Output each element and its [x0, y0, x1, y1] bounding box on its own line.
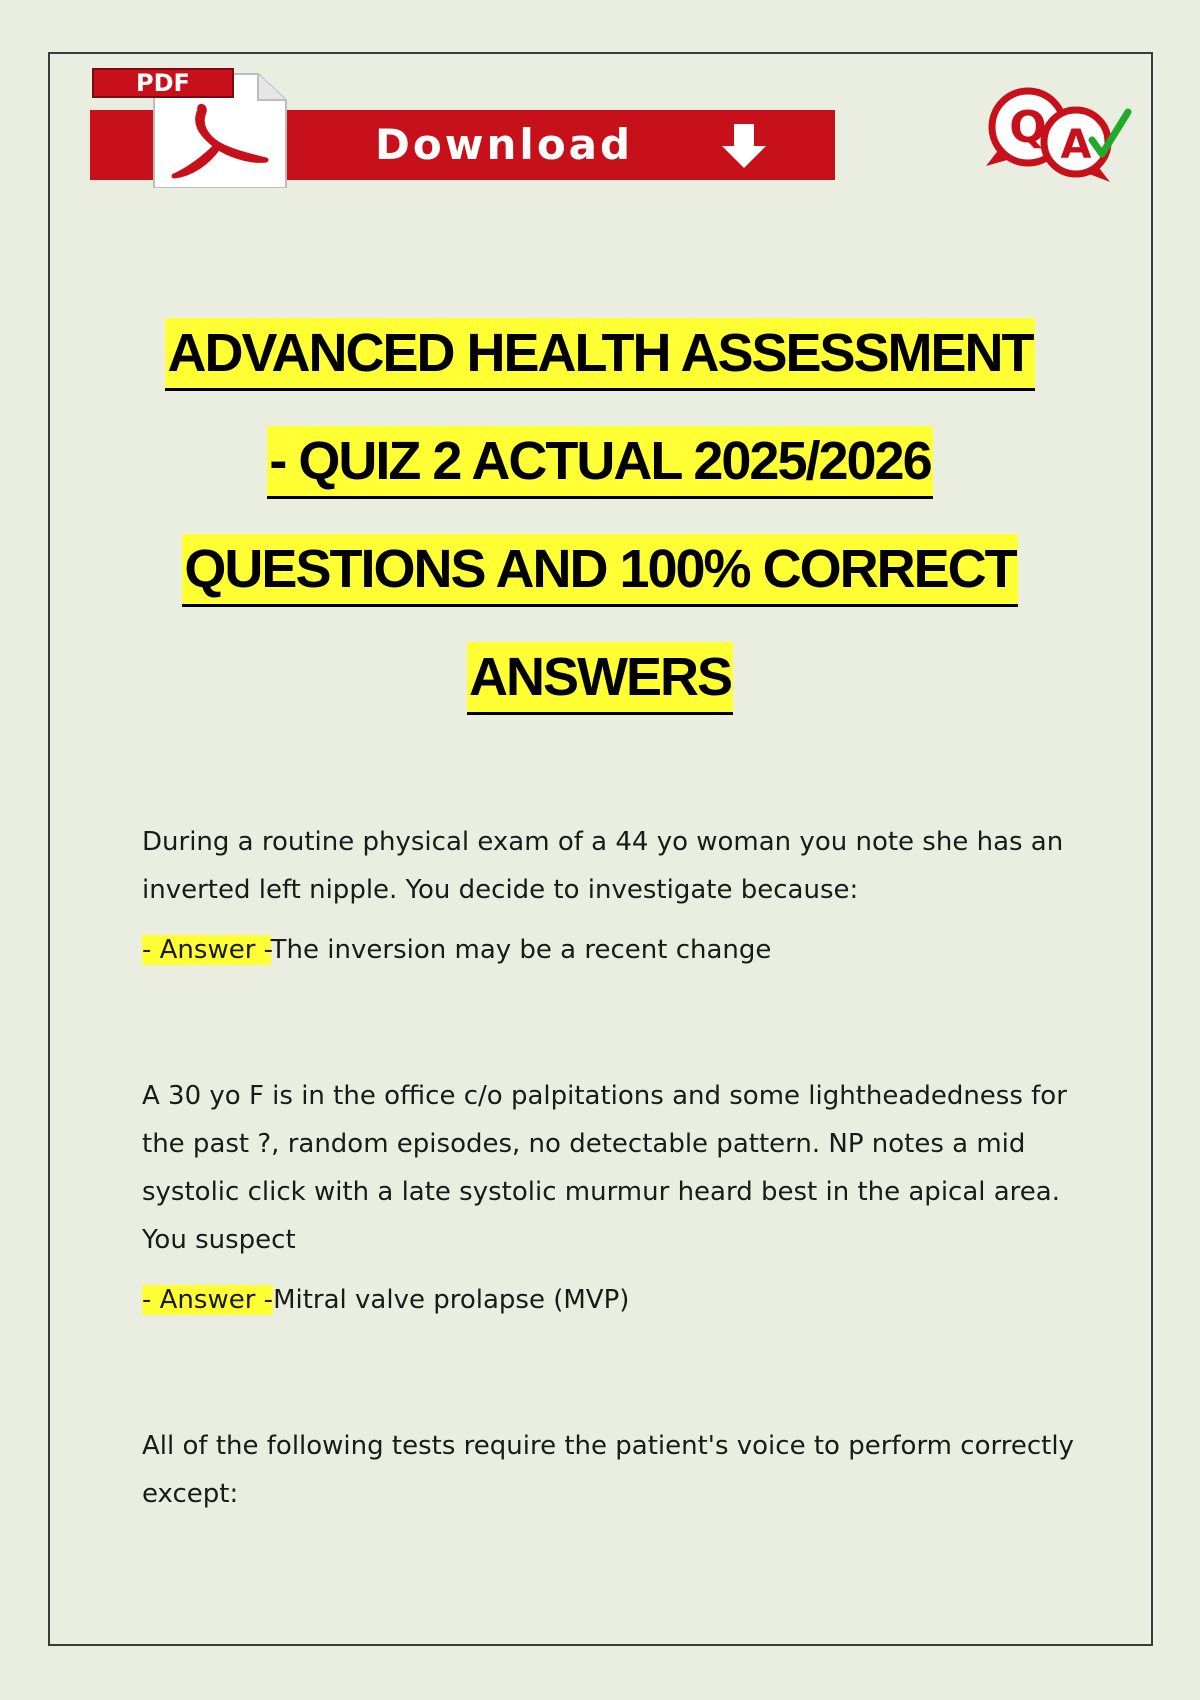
- download-label: Download: [375, 120, 634, 169]
- answer-label: - Answer -: [142, 935, 271, 965]
- answer-text: The inversion may be a recent change: [270, 935, 772, 965]
- qa-list: [142, 818, 1092, 1618]
- qa-item: [142, 1072, 1092, 1322]
- pdf-badge: PDF: [92, 68, 234, 98]
- title-line: QUESTIONS AND 100% CORRECT: [100, 534, 1100, 607]
- answer-row: [142, 928, 1092, 972]
- qa-logo-icon: [980, 82, 1140, 192]
- download-pdf-button[interactable]: [90, 66, 835, 186]
- qa-item: [142, 1422, 1092, 1518]
- answer-text: Mitral valve prolapse (MVP): [273, 1285, 630, 1315]
- logo-a: A: [1060, 122, 1092, 168]
- logo-q: Q: [1009, 102, 1047, 153]
- answer-label: - Answer -: [142, 1285, 274, 1315]
- answer-row: [142, 1278, 1092, 1322]
- document-title: [100, 318, 1100, 750]
- question-text: A 30 yo F is in the office c/o palpitations and some lightheadedness for the past ?, random episodes, no detectable pattern. NP notes a mid systolic click with a late systolic murmur heard best in the apical area. You suspect: [142, 1081, 1067, 1255]
- title-line: ANSWERS: [100, 642, 1100, 715]
- question-text: All of the following tests require the patient's voice to perform correctly except:: [142, 1431, 1074, 1509]
- question-text: During a routine physical exam of a 44 yo woman you note she has an inverted left nipple. You decide to investigate because:: [142, 827, 1064, 905]
- qa-item: [142, 818, 1092, 972]
- arrow-down-icon: [718, 120, 770, 172]
- title-line: - QUIZ 2 ACTUAL 2025/2026: [100, 426, 1100, 499]
- title-line: ADVANCED HEALTH ASSESSMENT: [100, 318, 1100, 391]
